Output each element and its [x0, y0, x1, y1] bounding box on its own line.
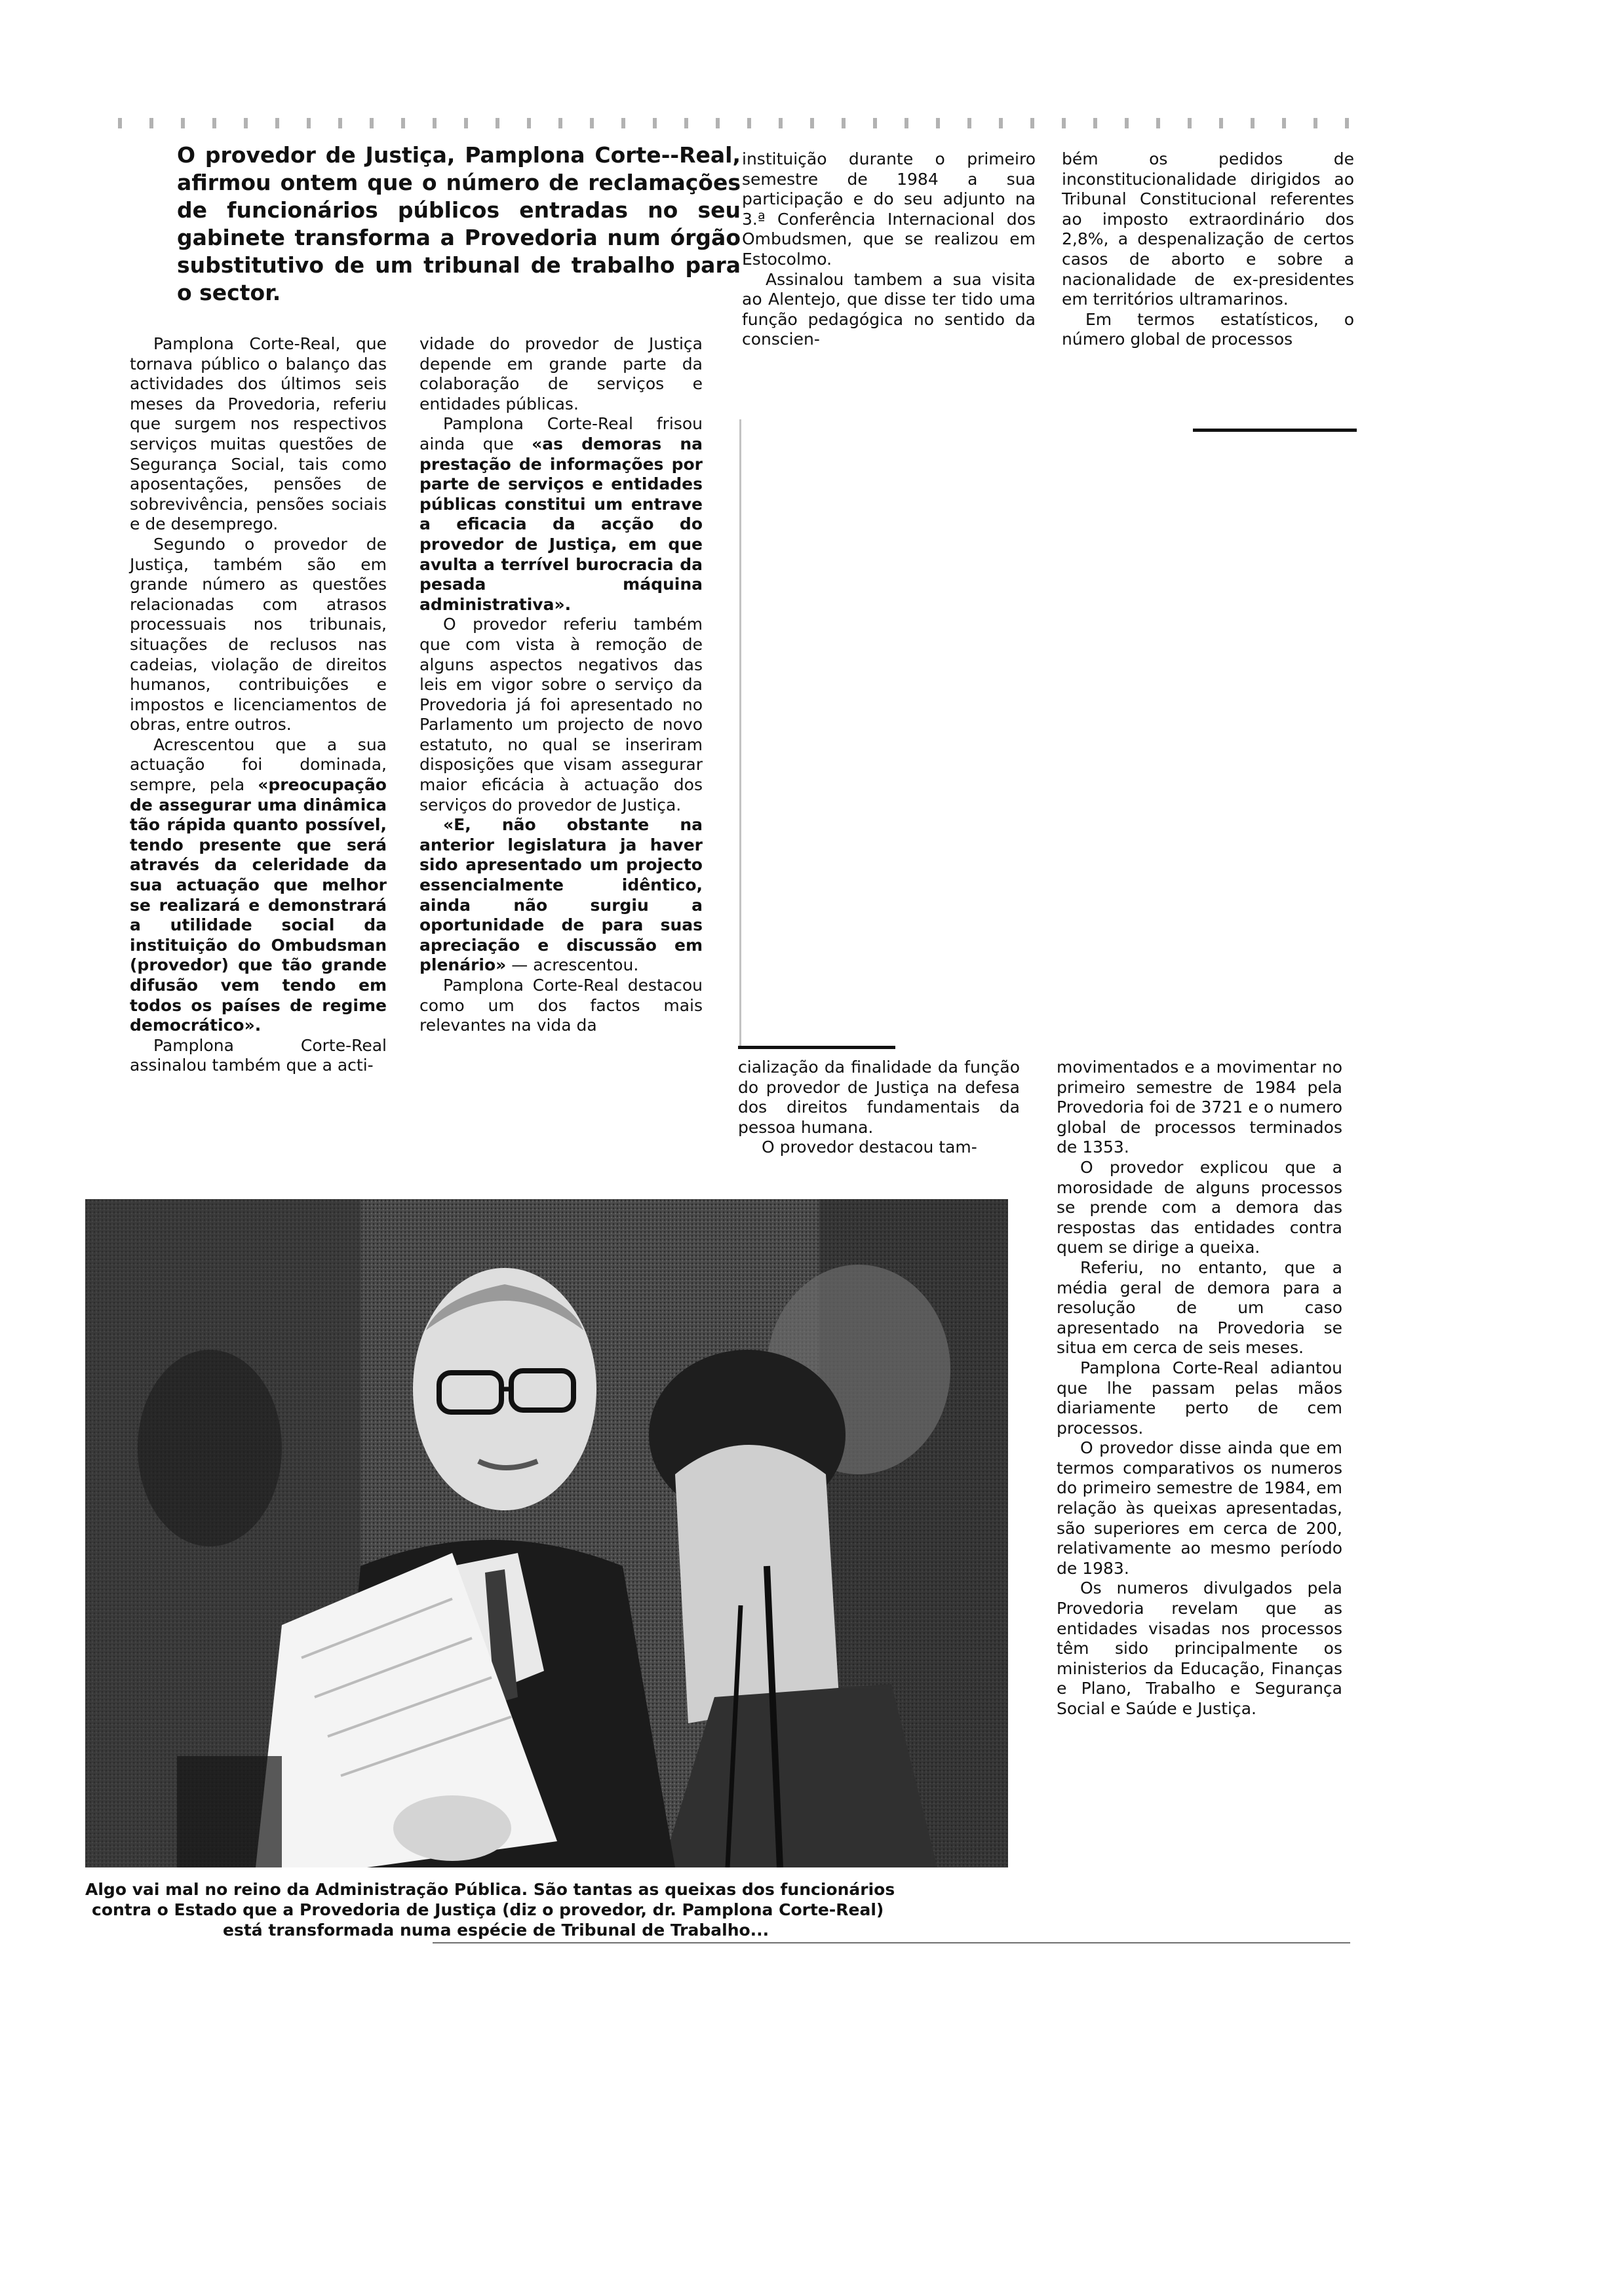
- paragraph: O provedor disse ainda que em termos comparativos os numeros do primeiro semestre de 1984, em relação às queixas apresentadas, são superiores em cerca de 200, relativamente ao mesmo período de 1983.: [1057, 1438, 1342, 1578]
- paragraph: [419, 815, 703, 976]
- news-photo: [85, 1199, 1008, 1867]
- paragraph: Os numeros divulgados pela Provedoria revelam que as entidades visadas nos processos têm sido principalmente os ministerios da Educação, Finanças e Plano, Trabalho e Segurança Social e Saúde e Justiça.: [1057, 1578, 1342, 1718]
- paragraph: Segundo o provedor de Justiça, também são em grande número as questões relacionadas com atrasos processuais nos tribunais, situações de reclusos nas cadeias, violação de direitos humanos, contribuições e impostos e licenciamentos de obras, entre outros.: [130, 534, 387, 735]
- paragraph: movimentados e a movimentar no primeiro semestre de 1984 pela Provedoria foi de 3721 e o numero global de processos terminados de 1353.: [1057, 1058, 1342, 1157]
- paragraph: O provedor explicou que a morosidade de alguns processos se prende com a demora das respostas das entidades contra quem se dirige a queixa.: [1057, 1157, 1342, 1257]
- paragraph: Pamplona Corte-Real destacou como um dos factos mais relevantes na vida da: [419, 976, 703, 1035]
- photo-provedor-reading: [85, 1199, 1008, 1867]
- paragraph: [130, 735, 387, 1036]
- caption-line: está transformada numa espécie de Tribunal de Trabalho...: [223, 1921, 769, 1940]
- paragraph: O provedor referiu também que com vista à remoção de alguns aspectos negativos das leis em vigor sobre o serviço da Provedoria já foi apresentado no Parlamento um projecto de novo estatuto, no qual se inseriram disposições que visam assegurar maior eficácia à actuação dos serviços do provedor de Justiça.: [419, 615, 703, 814]
- paragraph: vidade do provedor de Justiça depende em grande parte da colaboração de serviços e entidades públicas.: [419, 334, 703, 413]
- column-1: [130, 334, 387, 1076]
- paragraph: Pamplona Corte-Real adiantou que lhe passam pelas mãos diariamente perto de cem processos.: [1057, 1358, 1342, 1438]
- paragraph: [419, 414, 703, 615]
- bottom-rule: [433, 1942, 1350, 1943]
- caption-line: contra o Estado que a Provedoria de Justiça (diz o provedor, dr. Pamplona Corte-Real): [92, 1900, 884, 1919]
- column-4: [1062, 149, 1354, 350]
- paragraph: instituição durante o primeiro semestre de 1984 a sua participação e do seu adjunto na 3.ª Conferência Internacional dos Ombudsmen, que se realizou em Estocolmo.: [742, 149, 1036, 269]
- column-5: [738, 1058, 1020, 1158]
- paragraph: Em termos estatísticos, o número global de processos: [1062, 309, 1354, 349]
- column-6: [1057, 1058, 1342, 1719]
- column-3: [742, 149, 1036, 350]
- article-lead: O provedor de Justiça, Pamplona Corte--Real, afirmou ontem que o número de reclamações de funcionários públicos entradas no seu gabinete transforma a Provedoria num órgão substitutivo de um tribunal de trabalho para o sector.: [177, 142, 741, 305]
- quote-bold: «as demoras na prestação de informações por parte de serviços e entidades públicas constitui um entrave a eficacia da acção do provedor de Justiça, em que avulta a terrível burocracia da pesada máquina administrativa».: [419, 434, 703, 614]
- paragraph: Referiu, no entanto, que a média geral de demora para a resolução de um caso apresentado na Provedoria se situa em cerca de seis meses.: [1057, 1257, 1342, 1358]
- scan-noise: [118, 118, 1363, 128]
- paragraph-text: Pamplona Corte-Real frisou ainda que: [419, 414, 703, 453]
- photo-caption: [85, 1879, 1016, 1940]
- column-2: [419, 334, 703, 1036]
- paragraph: Pamplona Corte-Real, que tornava público o balanço das actividades dos últimos seis meses da Provedoria, referiu que surgem nos respectivos serviços muitas questões de Segurança Social, tais como aposentações, pensões de sobrevivência, pensões sociais e de desemprego.: [130, 334, 387, 534]
- paragraph: cialização da finalidade da função do provedor de Justiça na defesa dos direitos fundamentais da pessoa humana.: [738, 1058, 1020, 1137]
- paragraph: Assinalou tambem a sua visita ao Alentejo, que disse ter tido uma função pedagógica no sentido da conscien-: [742, 269, 1036, 349]
- caption-line: Algo vai mal no reino da Administração Pública. São tantas as queixas dos funcionários: [85, 1880, 895, 1899]
- paragraph-text: Acrescentou que a sua actuação foi dominada, sempre, pela: [130, 735, 387, 795]
- column-start-rule: [738, 1046, 895, 1049]
- paragraph: Pamplona Corte-Real assinalou também que a acti-: [130, 1035, 387, 1075]
- paragraph-text: — acrescentou.: [511, 955, 639, 975]
- empty-column-edge: [739, 419, 741, 1048]
- paragraph: bém os pedidos de inconstitucionalidade dirigidos ao Tribunal Constitucional referentes ao imposto extraordinário dos 2,8%, a despenalização de certos casos de aborto e sobre a nacionalidade de ex-presidentes em territórios ultramarinos.: [1062, 149, 1354, 309]
- quote-bold: «E, não obstante na anterior legislatura ja haver sido apresentado um projecto essencialmente idêntico, ainda não surgiu a oportunidade de para suas apreciação e discussão em plenário»: [419, 815, 703, 975]
- quote-bold: «preocupação de assegurar uma dinâmica tão rápida quanto possível, tendo presente que será através da celeridade da sua actuação que melhor se realizará e demonstrará a utilidade social da instituição do Ombudsman (provedor) que tão grande difusão vem tendo em todos os países de regime democrático».: [130, 775, 387, 1035]
- paragraph: O provedor destacou tam-: [762, 1138, 977, 1157]
- column-end-rule: [1193, 429, 1357, 432]
